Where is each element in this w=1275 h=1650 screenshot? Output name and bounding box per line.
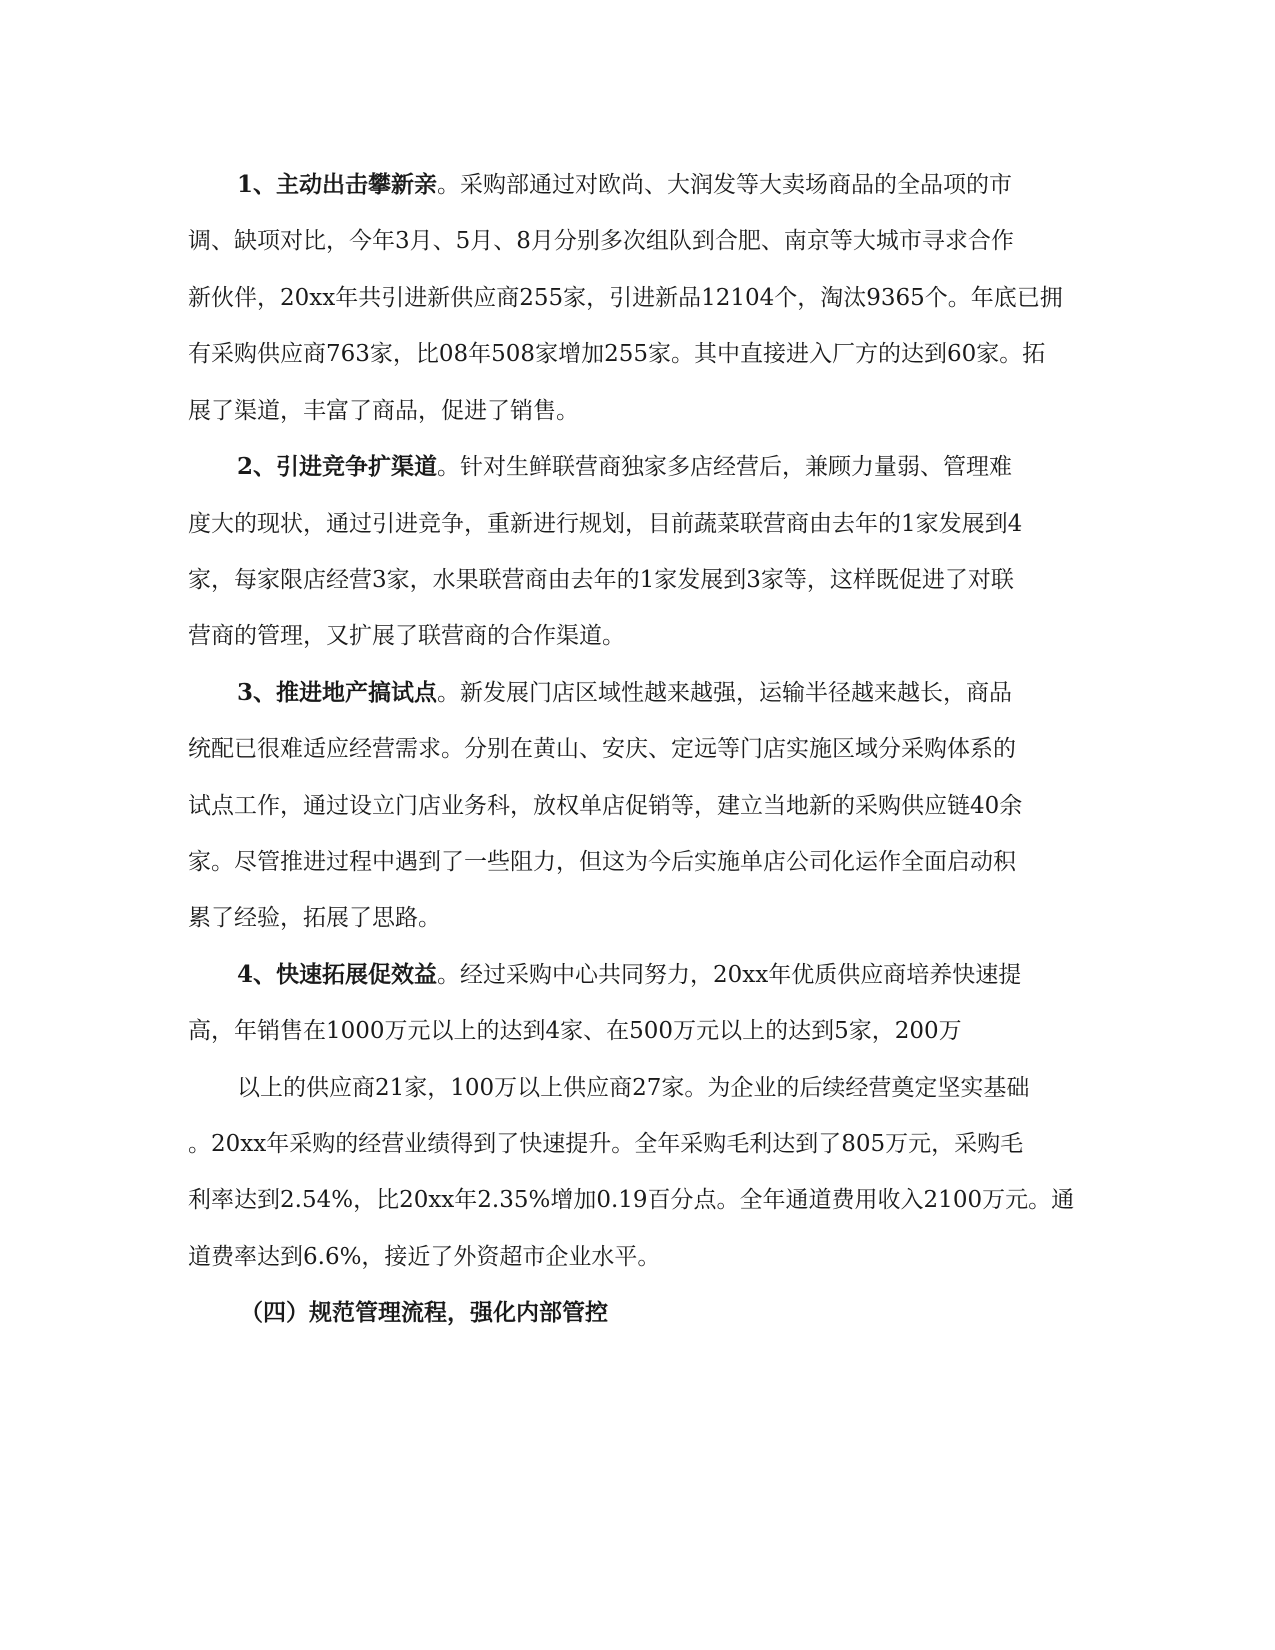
paragraph-1-line-1: [237, 170, 1137, 200]
paragraph-2-line-2: 度大的现状，通过引进竞争，重新进行规划，目前蔬菜联营商由去年的1家发展到4: [188, 511, 1023, 537]
paragraph-1-text: 。采购部通过对欧尚、大润发等大卖场商品的全品项的市: [437, 172, 1013, 198]
paragraph-2-lead: 2、引进竞争扩渠道: [237, 453, 438, 480]
paragraph-4-line-1: [237, 960, 1137, 990]
paragraph-5-line-2: 。20xx年采购的经营业绩得到了快速提升。全年采购毛利达到了805万元，采购毛: [188, 1131, 1024, 1157]
paragraph-3-line-1: [237, 678, 1137, 708]
paragraph-1-line-3: 新伙伴，20xx年共引进新供应商255家，引进新品12104个，淘汰9365个。年底已拥: [188, 285, 1063, 311]
paragraph-3-line-2: 统配已很难适应经营需求。分别在黄山、安庆、定远等门店实施区域分采购体系的: [188, 736, 1016, 762]
section-heading: （四）规范管理流程，强化内部管控: [240, 1299, 608, 1326]
paragraph-2-line-1: [237, 452, 1137, 482]
paragraph-5-line-4: 道费率达到6.6%，接近了外资超市企业水平。: [188, 1244, 661, 1270]
paragraph-4-lead: 4、快速拓展促效益: [237, 961, 438, 988]
paragraph-5-line-1: 以上的供应商21家，100万以上供应商27家。为企业的后续经营奠定坚实基础: [237, 1075, 1030, 1101]
paragraph-3-lead: 3、推进地产搞试点: [237, 679, 438, 706]
paragraph-3-text: 。新发展门店区域性越来越强，运输半径越来越长，商品: [437, 680, 1013, 706]
paragraph-2-line-4: 营商的管理，又扩展了联营商的合作渠道。: [188, 623, 625, 649]
paragraph-4-line-2: 高，年销售在1000万元以上的达到4家、在500万元以上的达到5家，200万: [188, 1018, 962, 1044]
paragraph-3-line-4: 家。尽管推进过程中遇到了一些阻力，但这为今后实施单店公司化运作全面启动积: [188, 849, 1016, 875]
paragraph-1-line-5: 展了渠道，丰富了商品，促进了销售。: [188, 398, 579, 424]
paragraph-2-text: 。针对生鲜联营商独家多店经营后，兼顾力量弱、管理难: [437, 454, 1013, 480]
paragraph-1-line-2: 调、缺项对比，今年3月、5月、8月分别多次组队到合肥、南京等大城市寻求合作: [188, 228, 1014, 254]
paragraph-4-text: 。经过采购中心共同努力，20xx年优质供应商培养快速提: [437, 962, 1022, 988]
paragraph-3-line-5: 累了经验，拓展了思路。: [188, 905, 441, 931]
paragraph-3-line-3: 试点工作，通过设立门店业务科，放权单店促销等，建立当地新的采购供应链40余: [188, 793, 1023, 819]
paragraph-1-lead: 1、主动出击攀新亲: [237, 171, 438, 198]
paragraph-2-line-3: 家，每家限店经营3家，水果联营商由去年的1家发展到3家等，这样既促进了对联: [188, 567, 1014, 593]
paragraph-5-line-3: 利率达到2.54%，比20xx年2.35%增加0.19百分点。全年通道费用收入2100万元。通: [188, 1187, 1075, 1213]
paragraph-1-line-4: 有采购供应商763家，比08年508家增加255家。其中直接进入厂方的达到60家。拓: [188, 341, 1046, 367]
